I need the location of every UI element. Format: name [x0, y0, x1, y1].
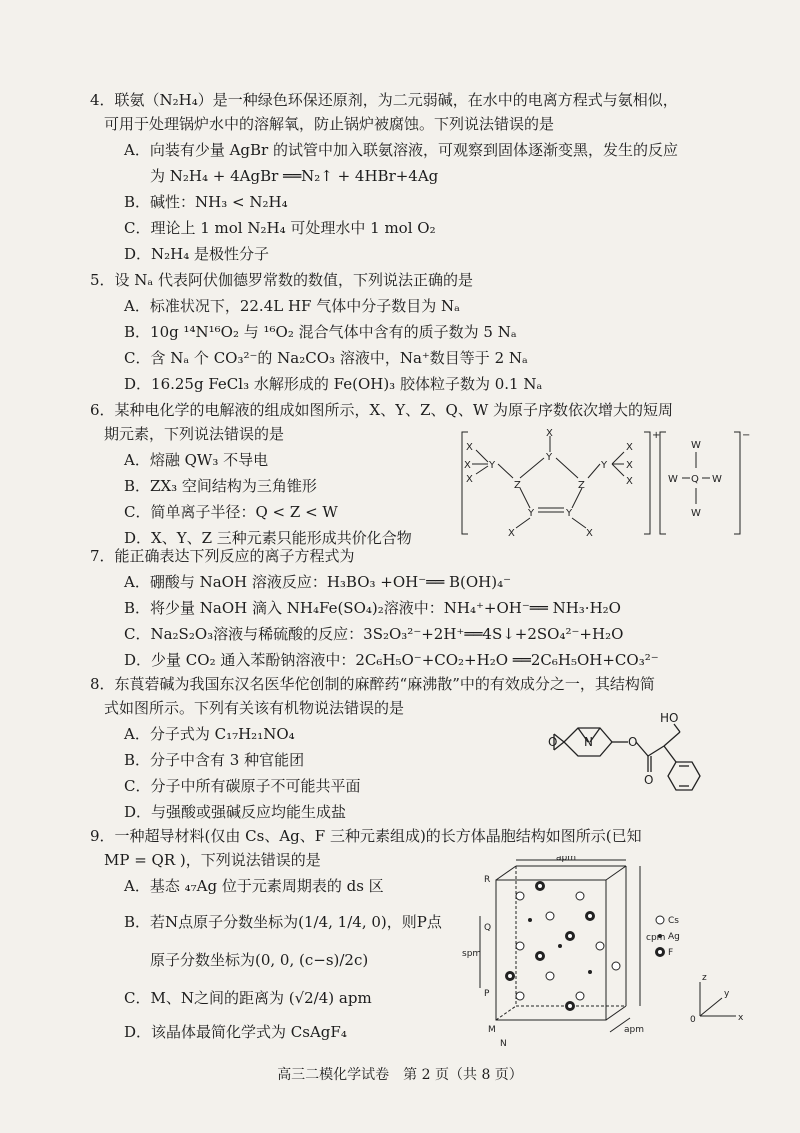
q6-fig-y1: Y [489, 460, 496, 471]
q6-fig-w1: W [691, 440, 701, 451]
q6-fig-x7: X [626, 476, 633, 487]
q5-option-c: C．含 Nₐ 个 CO₃²⁻的 Na₂CO₃ 溶液中，Na⁺数目等于 2 Nₐ [124, 349, 528, 367]
q5-option-a: A．标准状况下，22.4L HF 气体中分子数目为 Nₐ [124, 297, 460, 315]
q9-fig-label-q: Q [484, 923, 492, 933]
q6-fig-q: Q [691, 474, 699, 485]
q6-option-c: C．简单离子半径：Q < Z < W [124, 503, 338, 521]
q5-stem: 5．设 Nₐ 代表阿伏伽德罗常数的数值，下列说法正确的是 [90, 271, 473, 289]
q6-fig-y4: Y [528, 508, 535, 519]
q6-fig-x9: X [586, 528, 593, 538]
q9-fig-apm-top: apm [556, 856, 576, 863]
q5-option-b: B．10g ¹⁴N¹⁶O₂ 与 ¹⁶O₂ 混合气体中含有的质子数为 5 Nₐ [124, 323, 517, 341]
q6-fig-x2: X [464, 460, 471, 471]
q7-option-d: D．少量 CO₂ 通入苯酚钠溶液中：2C₆H₅O⁻+CO₂+H₂O ══2C₆H₅OH+CO₃²⁻ [124, 651, 659, 669]
q9-fig-legend-f: F [668, 948, 674, 958]
q6-option-b: B．ZX₃ 空间结构为三角锥形 [124, 477, 317, 495]
q6-fig-y2: Y [546, 452, 553, 463]
q8-option-b: B．分子中含有 3 种官能团 [124, 751, 305, 769]
q9-fig-axis-origin: 0 [690, 1015, 696, 1025]
q9-option-b1: B．若N点原子分数坐标为(1/4, 1/4, 0)，则P点 [124, 913, 442, 931]
q6-fig-y3: Y [601, 460, 608, 471]
q4-option-a1: A．向装有少量 AgBr 的试管中加入联氨溶液，可观察到固体逐渐变黑，发生的反应 [124, 141, 679, 159]
q6-fig-x1: X [466, 442, 473, 453]
q6-fig-plus: + [652, 430, 661, 441]
q7-option-a: A．硼酸与 NaOH 溶液反应：H₃BO₃ +OH⁻══ B(OH)₄⁻ [124, 573, 512, 591]
q9-stem-line1: 9．一种超导材料(仅由 Cs、Ag、F 三种元素组成)的长方体晶胞结构如图所示(已知 [90, 827, 642, 845]
q6-stem-line2: 期元素，下列说法错误的是 [104, 425, 285, 443]
q9-crystal-cell-figure [460, 856, 770, 1048]
q8-option-c: C．分子中所有碳原子不可能共平面 [124, 777, 361, 795]
q7-option-b: B．将少量 NaOH 滴入 NH₄Fe(SO₄)₂溶液中：NH₄⁺+OH⁻══ NH₃·H₂O [124, 599, 621, 617]
q4-option-a2: 为 N₂H₄ + 4AgBr ══N₂↑ + 4HBr+4Ag [150, 167, 439, 185]
q9-option-a: A．基态 ₄₇Ag 位于元素周期表的 ds 区 [124, 877, 384, 895]
q9-fig-label-n: N [500, 1039, 507, 1048]
q9-fig-axis-z: z [702, 973, 707, 983]
q6-fig-x3: X [466, 474, 473, 485]
q7-option-c: C．Na₂S₂O₃溶液与稀硫酸的反应：3S₂O₃²⁻+2H⁺══4S↓+2SO₄²⁻+H₂O [124, 625, 624, 643]
question-7 [90, 544, 770, 672]
q8-option-a: A．分子式为 C₁₇H₂₁NO₄ [124, 725, 295, 743]
q9-fig-spm: spm [462, 949, 482, 959]
q8-option-d: D．与强酸或强碱反应均能生成盐 [124, 803, 347, 821]
q8-stem-line2: 式如图所示。下列有关该有机物说法错误的是 [104, 699, 405, 717]
q9-fig-cpm: cpm [646, 933, 666, 943]
q5-option-d: D．16.25g FeCl₃ 水解形成的 Fe(OH)₃ 胶体粒子数为 0.1 Nₐ [124, 375, 543, 393]
q8-fig-ho: HO [660, 711, 679, 725]
q8-molecule-figure [548, 706, 728, 816]
q4-option-d: D．N₂H₄ 是极性分子 [124, 245, 270, 263]
q6-fig-w2: W [668, 474, 678, 485]
q8-fig-carbonyl-o: O [644, 773, 654, 787]
q4-stem-line1: 4．联氨（N₂H₄）是一种绿色环保还原剂，为二元弱碱，在水中的电离方程式与氨相似， [90, 91, 678, 109]
q9-fig-legend-cs: Cs [668, 916, 679, 926]
q9-fig-axis-y: y [724, 989, 730, 999]
q9-stem-line2: MP = QR )，下列说法错误的是 [104, 851, 321, 869]
q6-fig-w3: W [712, 474, 722, 485]
q9-option-b2: 原子分数坐标为(0, 0, (c−s)/2c) [150, 951, 369, 969]
q9-fig-label-r: R [484, 875, 491, 885]
q9-fig-label-p: P [484, 989, 490, 999]
q6-fig-z2: Z [578, 480, 585, 491]
q6-fig-y5: Y [566, 508, 573, 519]
q6-fig-x8: X [508, 528, 515, 538]
q6-option-a: A．熔融 QW₃ 不导电 [124, 451, 269, 469]
q9-option-c: C．M、N之间的距离为 (√2/4) apm [124, 989, 372, 1007]
q6-fig-x4: X [546, 428, 553, 439]
q9-fig-legend-ag: Ag [668, 932, 680, 942]
q8-fig-ester-o: O [628, 735, 638, 749]
q9-fig-apm-bottom: apm [624, 1025, 644, 1035]
q6-fig-x6: X [626, 460, 633, 471]
q9-option-d: D．该晶体最简化学式为 CsAgF₄ [124, 1023, 347, 1041]
q4-option-b: B．碱性：NH₃ < N₂H₄ [124, 193, 288, 211]
q4-option-c: C．理论上 1 mol N₂H₄ 可处理水中 1 mol O₂ [124, 219, 436, 237]
q9-fig-axis-x: x [738, 1013, 744, 1023]
q9-fig-label-m: M [488, 1025, 496, 1035]
q7-stem: 7．能正确表达下列反应的离子方程式为 [90, 547, 355, 565]
q6-fig-z1: Z [514, 480, 521, 491]
q6-fig-x5: X [626, 442, 633, 453]
q6-structure-figure [458, 428, 768, 538]
q6-option-d: D．X、Y、Z 三种元素只能形成共价化合物 [124, 529, 412, 547]
q6-fig-w4: W [691, 508, 701, 519]
q6-stem-line1: 6．某种电化学的电解液的组成如图所示，X、Y、Z、Q、W 为原子序数依次增大的短周 [90, 401, 674, 419]
q8-fig-n: N [584, 735, 593, 749]
page-footer: 高三二模化学试卷 第 2 页（共 8 页） [277, 1067, 523, 1083]
question-4 [90, 88, 770, 266]
question-5 [90, 268, 770, 396]
q8-stem-line1: 8．东莨菪碱为我国东汉名医华佗创制的麻醉药“麻沸散”中的有效成分之一，其结构简 [90, 675, 655, 693]
q6-fig-minus: − [742, 430, 751, 441]
q8-fig-epoxide-o: O [548, 735, 558, 749]
q4-stem-line2: 可用于处理锅炉水中的溶解氧，防止锅炉被腐蚀。下列说法错误的是 [104, 115, 555, 133]
